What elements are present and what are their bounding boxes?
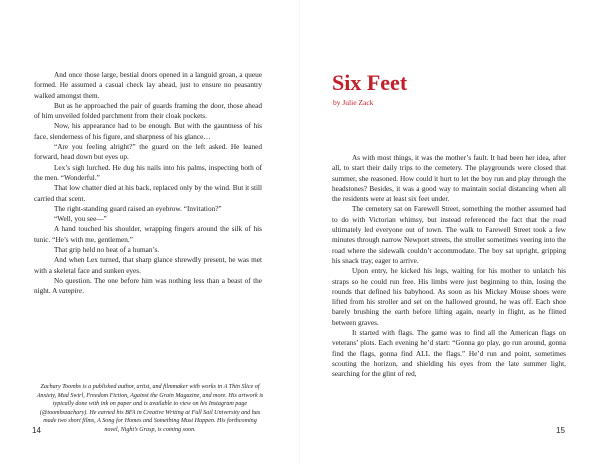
paragraph-text: No question. The one before him was nothing less than a beast of the night. A (34, 276, 262, 296)
paragraph: That grip held no heat of a human’s. (54, 246, 160, 255)
paragraph: That low chatter died at his back, replaced only by the wind. But it still carried that scent. (34, 184, 262, 203)
right-page (300, 0, 600, 463)
paragraph: “Are you feeling alright?” the guard on the left asked. He leaned forward, head down but eyes up. (34, 143, 262, 162)
paragraph: Upon entry, he kicked his legs, waiting for his mother to unlatch his straps so he could run free. His limbs were just beginning to thin, losing the rounds that defined his babyhood. As soon as his Mickey Mouse shoes were lifted from his stroller and set on the hallowed ground, he was off. Each shoe barely brushing the earth before lifting again, nearly in flight, as he flitted between graves. (332, 267, 566, 327)
paragraph: “Well, you see—” (54, 215, 107, 224)
paragraph: It started with flags. The game was to find all the American flags on veterans’ plots. Each evening he’d start: “Gonna go play, go run around, gonna find the flags, gonna find ALL the flags.” He’d run and point, sometimes scouting the horizon, and shielding his eyes from the late summer light, searching for the glint of red, (332, 329, 566, 379)
story-title: Six Feet (332, 70, 408, 95)
paragraph: The cemetery sat on Farewell Street, something the mother assumed had to do with Victorian whimsy, but instead referenced the fact that the road ultimately led everyone out of town. The walk to Farewell Street took a few minutes through narrow Newport streets, the stroller sometimes veering into the road where the sidewalk couldn’t accommodate. The boy sat upright, gripping his snack tray, eager to arrive. (332, 205, 566, 265)
paragraph-last (34, 276, 262, 297)
paragraph: A hand touched his shoulder, wrapping fingers around the silk of his tunic. “He’s with me, gentlemen.” (34, 225, 262, 244)
paragraph-end: . (82, 287, 85, 296)
author-bio: Zachary Toombs is a published author, artist, and filmmaker with works in A Thin Slice of Anxiety, Mad Swirl, Freedom Fiction, Against the Grain Magazine, and more. His artwork is typically done with ink on paper and is available to view on his Instagram page (@toombszachary). He earned his BFA in Creative Writing at Full Sail University and has made two short films, A Song for Homes and Something Must Happen. His forthcoming novel, Night’s Grasp, is coming soon. (36, 384, 264, 433)
paragraph: The right-standing guard raised an eyebrow. “Invitation?” (54, 204, 222, 213)
paragraph: Now, his appearance had to be enough. But with the gauntness of his face, slenderness of his figure, and sharpness of his glance… (34, 122, 262, 141)
paragraph: Lex’s sigh lurched. He dug his nails into his palms, inspecting both of the men. “Wonderful.” (34, 163, 262, 182)
emphasis-text: vampire (58, 287, 83, 296)
story-excerpt-text (34, 70, 262, 297)
page-number-right: 15 (556, 426, 565, 435)
story-body-text (332, 153, 566, 380)
page-number-left: 14 (32, 426, 41, 435)
paragraph: And once those large, bestial doors opened in a languid groan, a queue formed. He assumed a casual check lay ahead, just to ensure no peasantry walked amongst them. (34, 71, 262, 100)
paragraph: But as he approached the pair of guards framing the door, those ahead of him unveiled folded parchment from their cloak pockets. (34, 101, 262, 121)
author-byline: by Julie Zack (333, 98, 374, 107)
paragraph: And when Lex turned, that sharp glance shrewdly present, he was met with a skeletal face and sunken eyes. (34, 256, 262, 275)
paragraph: As with most things, it was the mother’s fault. It had been her idea, after all, to start their daily trips to the cemetery. The playgrounds were closed that summer, she reasoned. How could it hurt to let the boy run and play through the headstones? Besides, it was a good way to maintain social distancing when all the residents were at least six feet under. (332, 154, 566, 204)
